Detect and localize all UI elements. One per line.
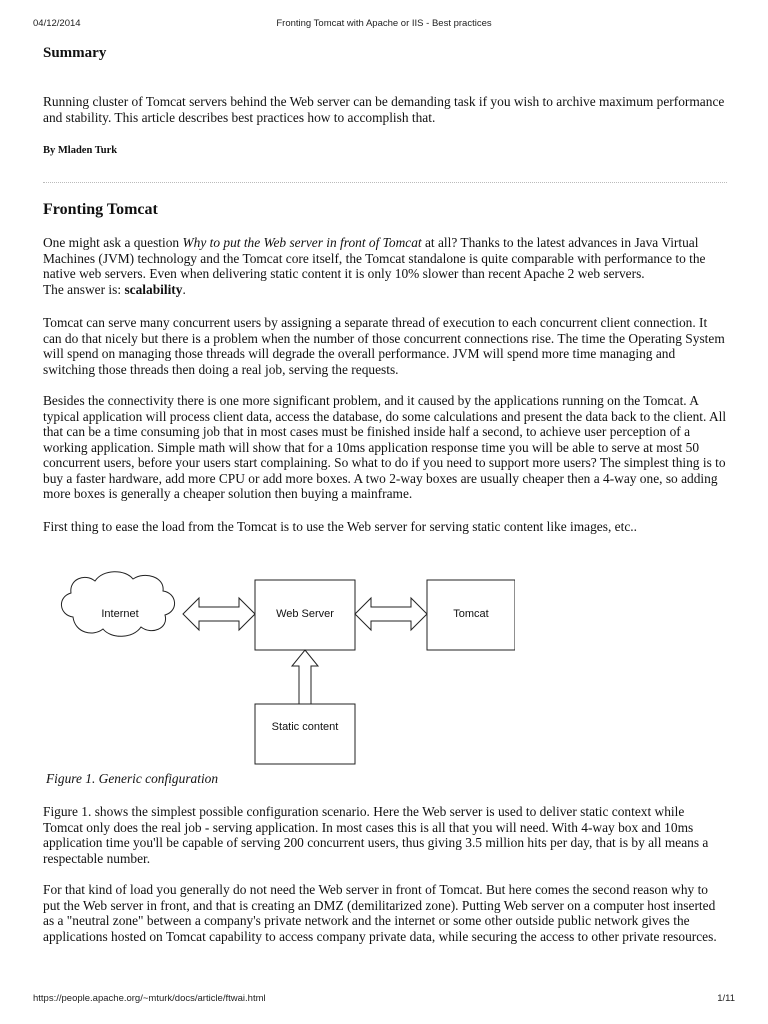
print-date: 04/12/2014 xyxy=(33,18,81,29)
summary-block xyxy=(43,44,727,159)
p6-text: For that kind of load you generally do not need the Web server in front of Tomcat. But here comes the second reason why to put the Web server in front, and that is creating an DMZ (demilitarized zone). Putting Web server on a computer host inserted as a "neutral zone" between a company's private network and the internet or some other outside public network gives the applications hosted on Tomcat capability to access company private data, while securing the access to other private resources. xyxy=(43,882,717,944)
diagram-svg xyxy=(55,565,515,770)
p1-answer-bold: scalability xyxy=(124,281,183,297)
source-url: https://people.apache.org/~mturk/docs/article/ftwai.html xyxy=(33,993,266,1004)
internet-cloud-shape xyxy=(61,572,174,637)
web-server-label: Web Server xyxy=(276,608,334,620)
arrow-webserver-tomcat xyxy=(355,598,427,630)
paragraph-5 xyxy=(43,804,727,866)
p3-text: Besides the connectivity there is one more significant problem, and it caused by the applications running on the Tomcat. A typical application will process client data, access the database, do some calculations and present the data back to the client. All that can be a time consuming job that in most cases must be finished inside half a second, to achieve user perception of a working application. Simple math will show that for a 10ms application response time you will be able to serve at most 50 concurrent users, before your users start complaining. So what to do if you need to support more users? The simplest thing is to buy a faster hardware, add more CPU or add more boxes. A two 2-way boxes are usually cheaper then a 4-way one, so adding more boxes is generally a cheaper solution then buying a mainframe. xyxy=(43,393,727,501)
page-header xyxy=(0,18,768,32)
p1-answer-end: . xyxy=(182,281,186,297)
section-divider xyxy=(43,182,727,183)
section-heading-wrap xyxy=(43,200,727,220)
paragraph-3 xyxy=(43,393,727,502)
static-content-box xyxy=(255,704,355,764)
print-title: Fronting Tomcat with Apache or IIS - Best practices xyxy=(276,18,492,29)
internet-label: Internet xyxy=(101,608,139,620)
author-byline: By Mladen Turk xyxy=(43,145,118,156)
arrow-static-webserver xyxy=(292,650,318,704)
p1-answer-label: The answer is: xyxy=(43,281,125,297)
summary-heading: Summary xyxy=(43,45,107,61)
p1-italic: Why to put the Web server in front of Tomcat xyxy=(182,235,422,250)
summary-intro: Running cluster of Tomcat servers behind the Web server can be demanding task if you wish to archive maximum performance and stability. This article describes best practices how to accomplish that. xyxy=(43,94,725,125)
arrow-internet-webserver xyxy=(183,598,255,630)
p4-text: First thing to ease the load from the Tomcat is to use the Web server for serving static content like images, etc.. xyxy=(43,519,637,534)
paragraph-2 xyxy=(43,315,727,377)
p1-before: One might ask a question xyxy=(43,235,183,250)
figure-caption-wrap xyxy=(46,771,730,787)
p2-text: Tomcat can serve many concurrent users by assigning a separate thread of execution to each concurrent client connection. It can do that nicely but there is a problem when the number of those concurrent connections rise. The time the Operating System will spend on managing those threads will degrade the overall performance. JVM will spend more time managing and switching those threads then doing a real job, serving the requests. xyxy=(43,315,725,377)
tomcat-label: Tomcat xyxy=(453,608,489,620)
figure-diagram xyxy=(55,565,515,770)
paragraph-6 xyxy=(43,882,727,944)
p5-text: Figure 1. shows the simplest possible configuration scenario. Here the Web server is used to deliver static context while Tomcat only does the real job - serving application. In most cases this is all that you will need. With 4-way box and 10ms application time you'll be capable of serving 200 concurrent users, thus giving 3.5 million hits per day, that is by all means a respectable number. xyxy=(43,804,709,866)
paragraph-4 xyxy=(43,519,727,535)
page-number: 1/11 xyxy=(717,993,735,1004)
static-content-label: Static content xyxy=(271,721,339,733)
figure-caption: Figure 1. Generic configuration xyxy=(46,771,219,786)
paragraph-1 xyxy=(43,235,727,297)
page-footer xyxy=(0,993,768,1007)
p1-after: at all? Thanks to the latest advances in Java Virtual Machines (JVM) technology and the Tomcat core itself, the Tomcat standalone is quite comparable with performance to the native web servers. Even when delivering static content it is only 10% slower than recent Apache 2 web servers. xyxy=(43,235,706,281)
section-heading: Fronting Tomcat xyxy=(43,201,158,218)
